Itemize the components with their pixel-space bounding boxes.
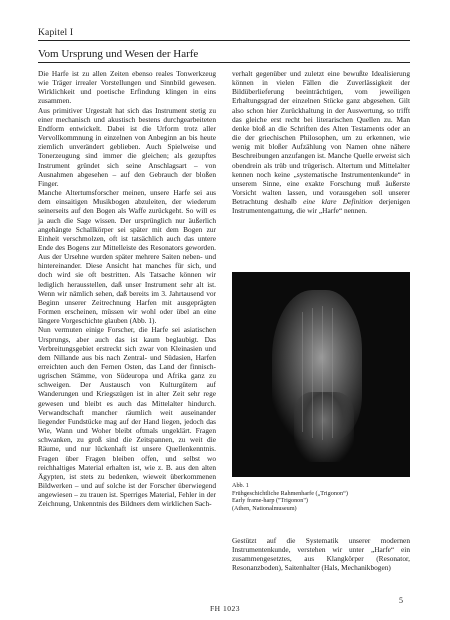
paragraph: Die Harfe ist zu allen Zeiten ebenso reales Tonwerkzeug wie Träger irrealer Vorstellungen und Sinnbild gewesen. Wirklichkeit und poetische Erfindung klingen in eins zusammen.	[38, 69, 216, 106]
figure-caption	[232, 482, 410, 512]
page-title: Vom Ursprung und Wesen der Harfe	[38, 48, 199, 60]
page-number: 5	[399, 596, 403, 605]
caption-location: (Athen, Nationalmuseum)	[232, 504, 297, 512]
caption-label: Abb. 1	[232, 482, 249, 489]
header-rule	[38, 40, 410, 41]
paragraph-text: verhalt gegenüber und zuletzt eine bewußte Idealisierung können in vielen Fällen die Zuverlässigkeit der Bildüberlieferung beeinträchtigen, vom jeweiligen Erhaltungsgrad der einzelnen Stücke ganz abgesehen. Gilt also schon hier Zurückhaltung in der Auswertung, so trifft das gleiche erst recht bei literarischen Quellen zu. Man denke bloß an die Schriften des Alten Testaments oder an die der griechischen Philosophen, um zu erkennen, wie wenig mit bloßer Aufzählung von Namen ohne nähere Beschreibungen anzufangen ist. Manche Quelle erweist sich obendrein als trüb und trügerisch. Altertum und Mittelalter kennen noch keine „systematische Instrumentenkunde“ in unserem Sinne, eine exakte Forschung muß äußerste Vorsicht walten lassen, und vorausgehen soll unserer Betrachtung deshalb	[232, 69, 410, 207]
footer-code: FH 1023	[210, 604, 240, 613]
chapter-label: Kapitel I	[38, 28, 74, 38]
paragraph: Nun vermuten einige Forscher, die Harfe sei asiatischen Ursprungs, aber auch das ist kaum beglaubigt. Das Verbreitungsgebiet erstreckt sich zwar von Kleinasien und dem Nillande aus bis nach Zentral- und Südasien, Harfen erreichten auch den Fernen Osten, das Land der finnisch-ugrischen Stämme, von Südeuropa und Afrika ganz zu schweigen. Der Austausch von Kulturgütern auf Wanderungen und Kriegszügen ist in alter Zeit sehr rege gewesen und bleibt es auch das Mittelalter hindurch. Verwandtschaft mancher räumlich weit auseinander liegender Fundstücke mag auf der Hand liegen, jedoch das Wie, Wann und Woher bleibt oftmals ungeklärt. Fragen schwanken, zu groß sind die Zeitspannen, zu weit die Räume, und nur lückenhaft ist unsere Quellenkenntnis. Fragen über Fragen bleiben offen, und selbst wo reichhaltiges Material erhalten ist, wie z. B. aus den alten Ägypten, ist stets zu bedenken, wieweit überkommenen Bildwerken – und auf solche ist der Forscher überwiegend angewiesen – zu trauen ist. Sperriges Material, Fehler in der Zeichnung, Unkenntnis des Bildners dem wirklichen Sach-	[38, 325, 216, 509]
harp-photograph	[232, 272, 410, 477]
caption-german: Frühgeschichtliche Rahmenharfe („Trigonon“)	[232, 489, 348, 497]
right-text-column-bottom	[232, 536, 410, 604]
title-rule	[38, 62, 410, 63]
harp-string	[302, 312, 303, 432]
right-text-column-top	[232, 69, 410, 267]
left-text-column	[38, 69, 216, 604]
harp-string	[332, 308, 333, 438]
emphasis-text: eine klare Definition	[303, 197, 373, 207]
paragraph-text-end: derjenigen Instrumentengattung, die wir „Harfe“ nennen.	[232, 197, 410, 216]
paragraph: Manche Altertumsforscher meinen, unsere Harfe sei aus dem einsaitigen Musikbogen abzuleiten, der wiederum seinerseits auf den Bogen als Waffe zurückgeht. So will es ja auch die Sage wissen. Der ursprünglich nur äußerlich angehängte Schallkörper sei später mit dem Bogen zur Einheit verschmolzen, oft ist tatsächlich auch das untere Ende des Bogens zur Mittelleiste des Resonators geworden. Aus der Ursehne wurden später mehrere Saiten neben- und hintereinander. Diese Ansicht hat manches für sich, und doch wird sie oft bestritten. Als Tatsache können wir lediglich herausstellen, daß unser Instrument sehr alt ist. Wenn wir nämlich sehen, daß bereits im 3. Jahrtausend vor Beginn unserer Zeitrechnung Harfen mit ausgeprägten Formen erscheinen, müssen wir wohl oder übel an eine längere Vorgeschichte glauben (Abb. 1).	[38, 188, 216, 326]
caption-english: Early frame-harp ("Trigonon")	[232, 497, 308, 505]
harp-string	[312, 308, 313, 438]
paragraph: Aus primitiver Urgestalt hat sich das Instrument stetig zu einer mechanisch und akustisch bestens durchgearbeiteten Endform entwickelt. Dabei ist die Urform trotz aller Vervollkommnung in einzelnen von Anbeginn an bis heute ziemlich unverändert geblieben. Auch Spielweise und Tonerzeugung sind immer die gleichen; als gezupftes Instrument gründet sich seine Anschlagsart – von Ausnahmen abgesehen – auf den Gebrauch der bloßen Finger.	[38, 105, 216, 188]
paragraph: Gestützt auf die Systematik unserer modernen Instrumentenkunde, verstehen wir unter „Harfe“ ein zusammengesetztes, aus Klangkörper (Resonator, Resonanzboden), Saitenhalter (Hals, Mechanikbogen)	[232, 536, 410, 573]
harp-base-shape	[294, 392, 354, 462]
harp-string	[322, 306, 323, 440]
paragraph	[232, 69, 410, 216]
